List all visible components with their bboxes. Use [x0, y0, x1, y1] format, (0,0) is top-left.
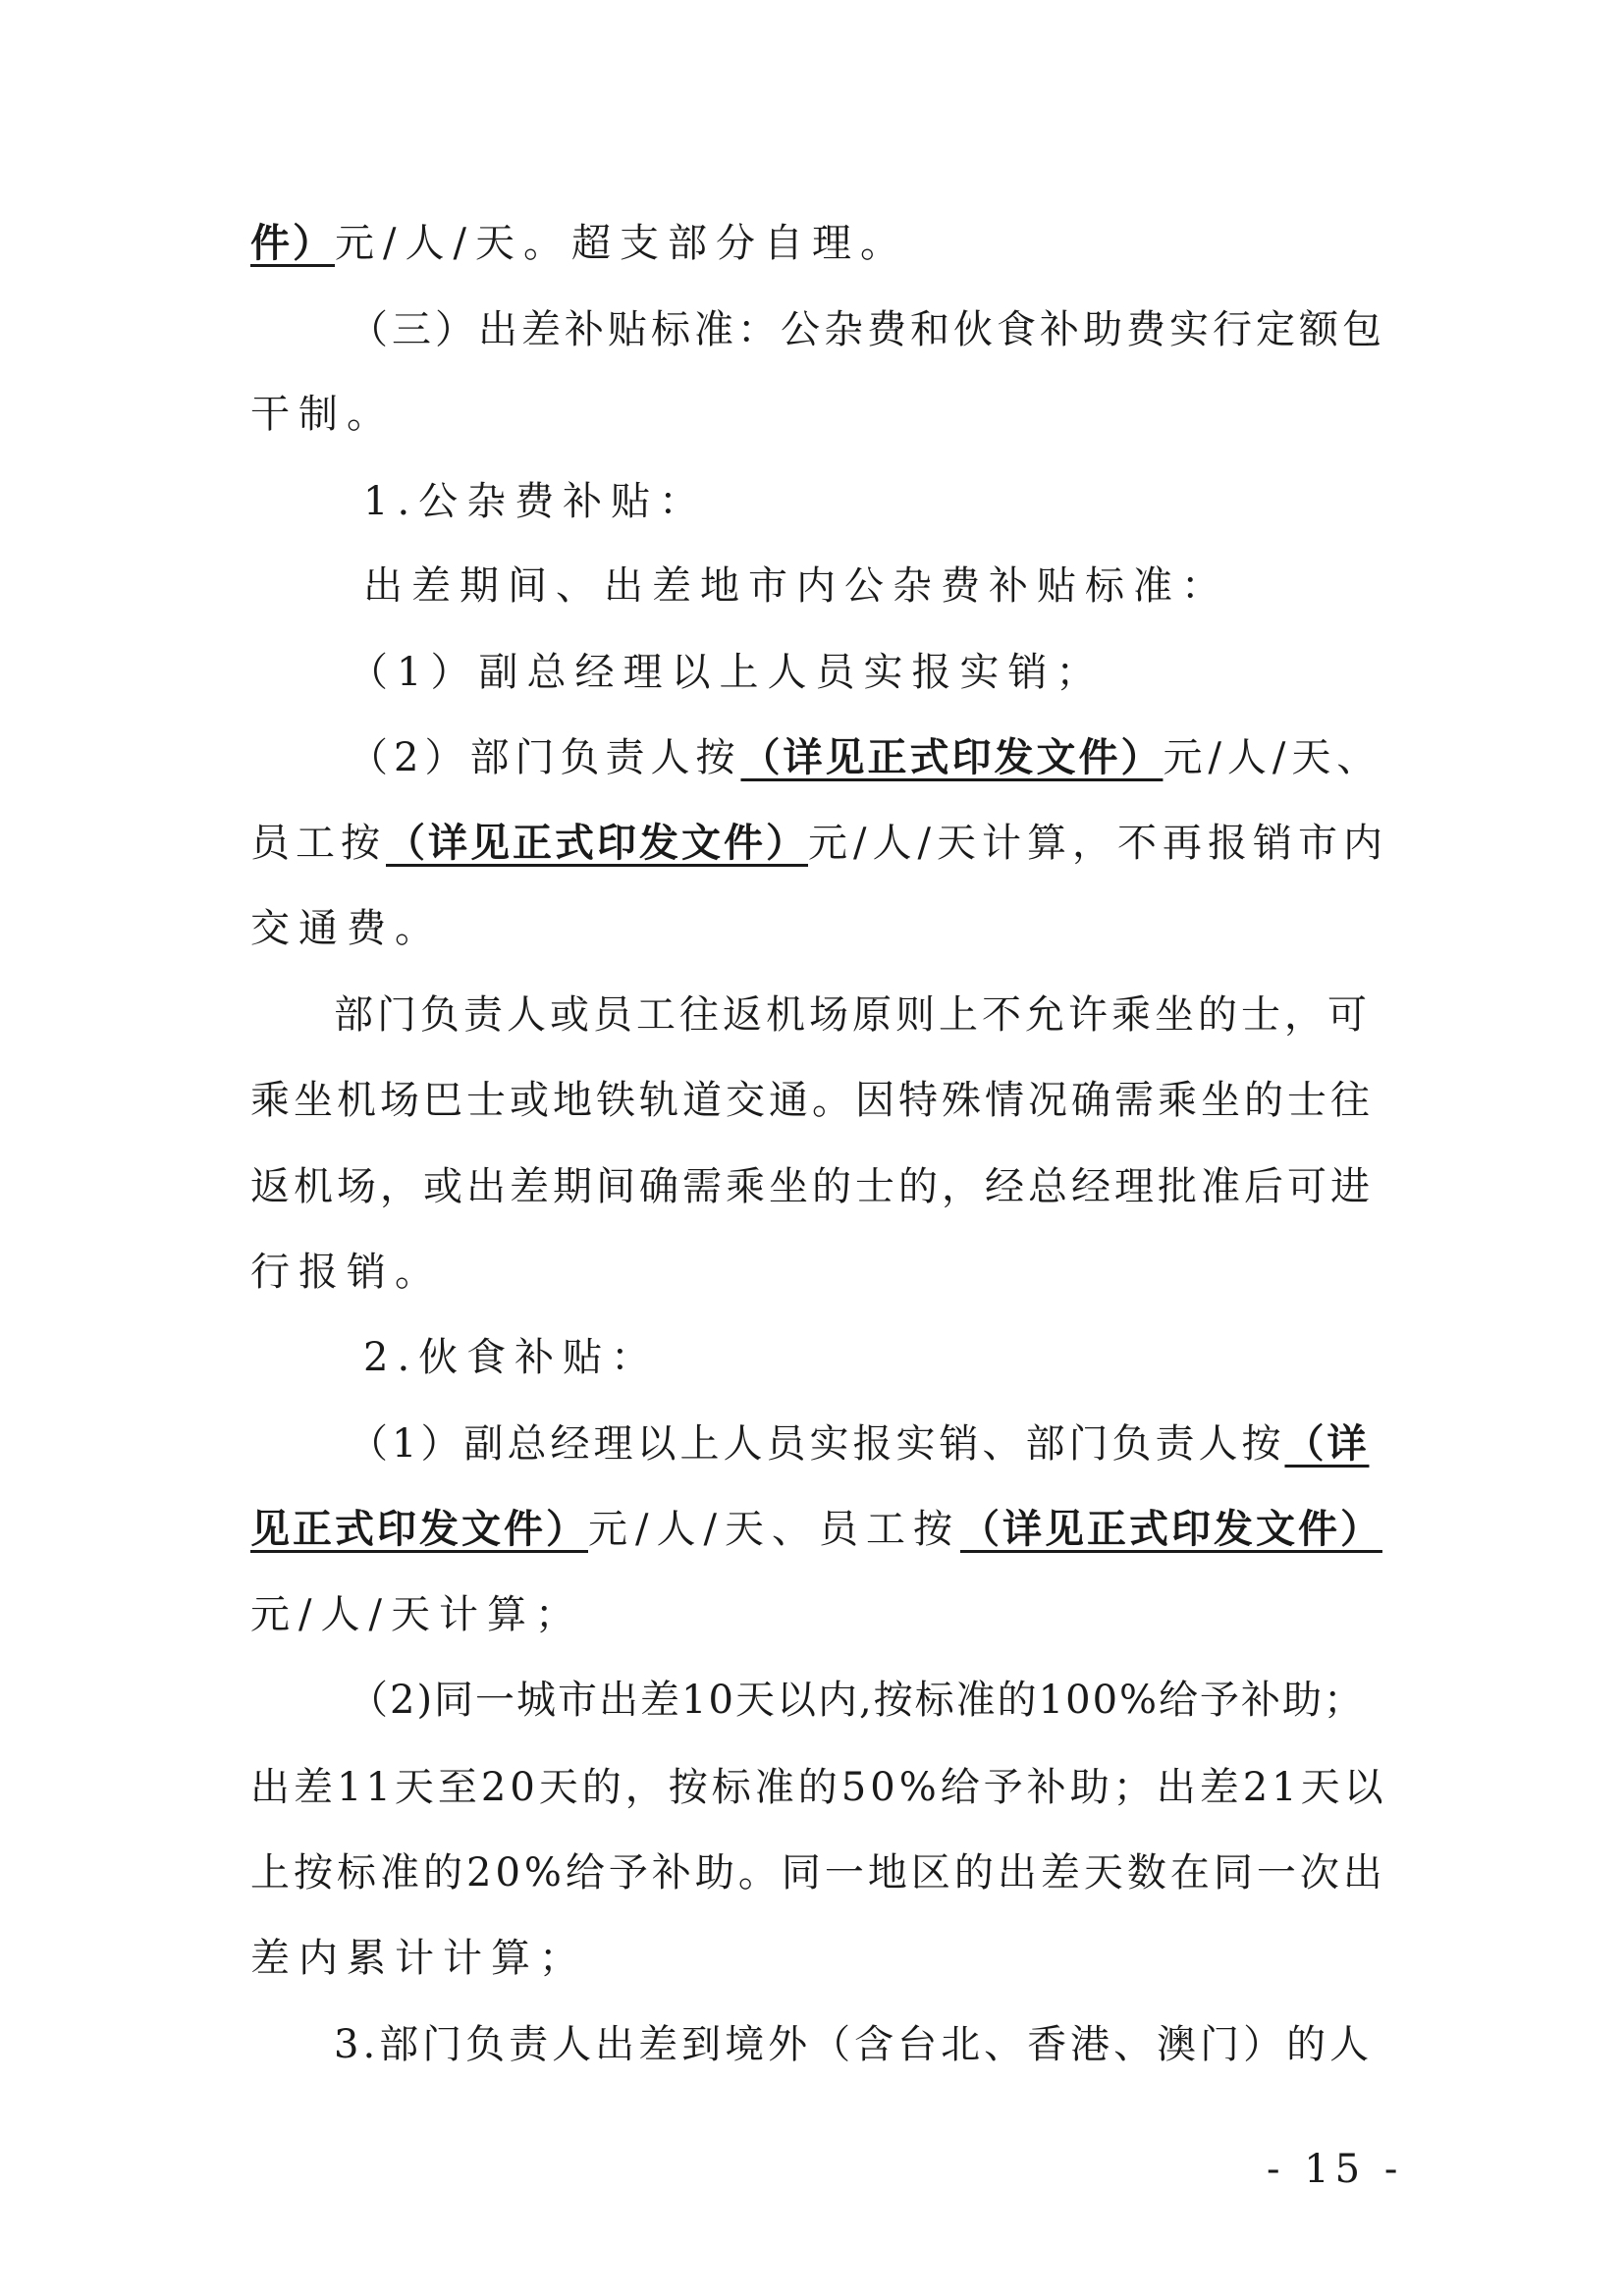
text-line — [334, 989, 1371, 1041]
text-segment: 元/人/天、 — [1163, 735, 1382, 780]
text-line — [250, 1933, 587, 1984]
text-line — [250, 1075, 1374, 1126]
text-line — [363, 476, 707, 527]
text-line — [250, 1847, 1386, 1898]
text-segment: 交通费。 — [250, 906, 443, 951]
text-line — [363, 1332, 659, 1383]
text-line — [250, 1762, 1387, 1813]
underlined-blank: （详 — [1284, 1421, 1370, 1467]
text-segment: （2)同一城市出差10天以内,按标准的100%给予补助； — [349, 1678, 1366, 1723]
underlined-blank: 见正式印发文件） — [250, 1507, 588, 1552]
text-line — [349, 1418, 1369, 1469]
text-segment: 部门负责人或员工往返机场原则上不允许乘坐的士，可 — [334, 992, 1371, 1038]
text-segment: 元/人/天计算； — [250, 1592, 583, 1637]
text-line — [250, 1589, 583, 1640]
text-segment: 2.伙食补贴： — [363, 1335, 660, 1380]
text-line — [250, 1161, 1374, 1212]
text-line — [250, 1504, 1382, 1555]
page-number: - 15 - — [1267, 2147, 1404, 2192]
text-segment: 3.部门负责人出差到境外（含台北、香港、澳门）的人 — [334, 2022, 1374, 2067]
text-segment: 行报销。 — [250, 1250, 443, 1295]
text-line — [349, 647, 1104, 698]
text-line — [363, 561, 1229, 612]
text-segment: （三）出差补贴标准：公杂费和伙食补助费实行定额包 — [349, 307, 1385, 352]
text-segment: 1.公杂费补贴： — [363, 479, 708, 524]
text-segment: 干制。 — [250, 392, 395, 437]
text-line — [349, 1675, 1365, 1726]
text-line — [349, 304, 1385, 355]
underlined-blank: （详见正式印发文件） — [386, 821, 808, 866]
underlined-blank: 件） — [250, 221, 335, 266]
text-segment: 乘坐机场巴士或地铁轨道交通。因特殊情况确需乘坐的士往 — [250, 1078, 1374, 1123]
text-segment: 元/人/天计算，不再报销市内 — [808, 821, 1388, 866]
text-segment: 元/人/天。超支部分自理。 — [335, 221, 908, 266]
text-segment: 出差期间、出差地市内公杂费补贴标准： — [363, 563, 1229, 609]
text-segment: 返机场，或出差期间确需乘坐的士的，经总经理批准后可进 — [250, 1164, 1374, 1209]
underlined-blank: （详见正式印发文件） — [959, 1507, 1382, 1552]
text-line — [250, 818, 1388, 869]
text-segment: 差内累计计算； — [250, 1936, 587, 1981]
text-line — [250, 1247, 443, 1298]
text-segment: （1）副总经理以上人员实报实销； — [349, 650, 1105, 695]
text-segment: （1）副总经理以上人员实报实销、部门负责人按 — [349, 1421, 1285, 1467]
text-line — [334, 2019, 1373, 2070]
underlined-blank: （详见正式印发文件） — [740, 735, 1164, 780]
text-segment: 员工按 — [250, 821, 386, 866]
text-line — [250, 218, 908, 269]
text-line — [250, 903, 443, 954]
text-line — [250, 389, 395, 440]
text-segment: 出差11天至20天的，按标准的50%给予补助；出差21天以 — [250, 1765, 1387, 1810]
text-line — [349, 732, 1381, 783]
text-segment: 上按标准的20%给予补助。同一地区的出差天数在同一次出 — [250, 1850, 1386, 1896]
text-segment: （2）部门负责人按 — [349, 735, 741, 780]
text-segment: 元/人/天、员工按 — [588, 1507, 960, 1552]
